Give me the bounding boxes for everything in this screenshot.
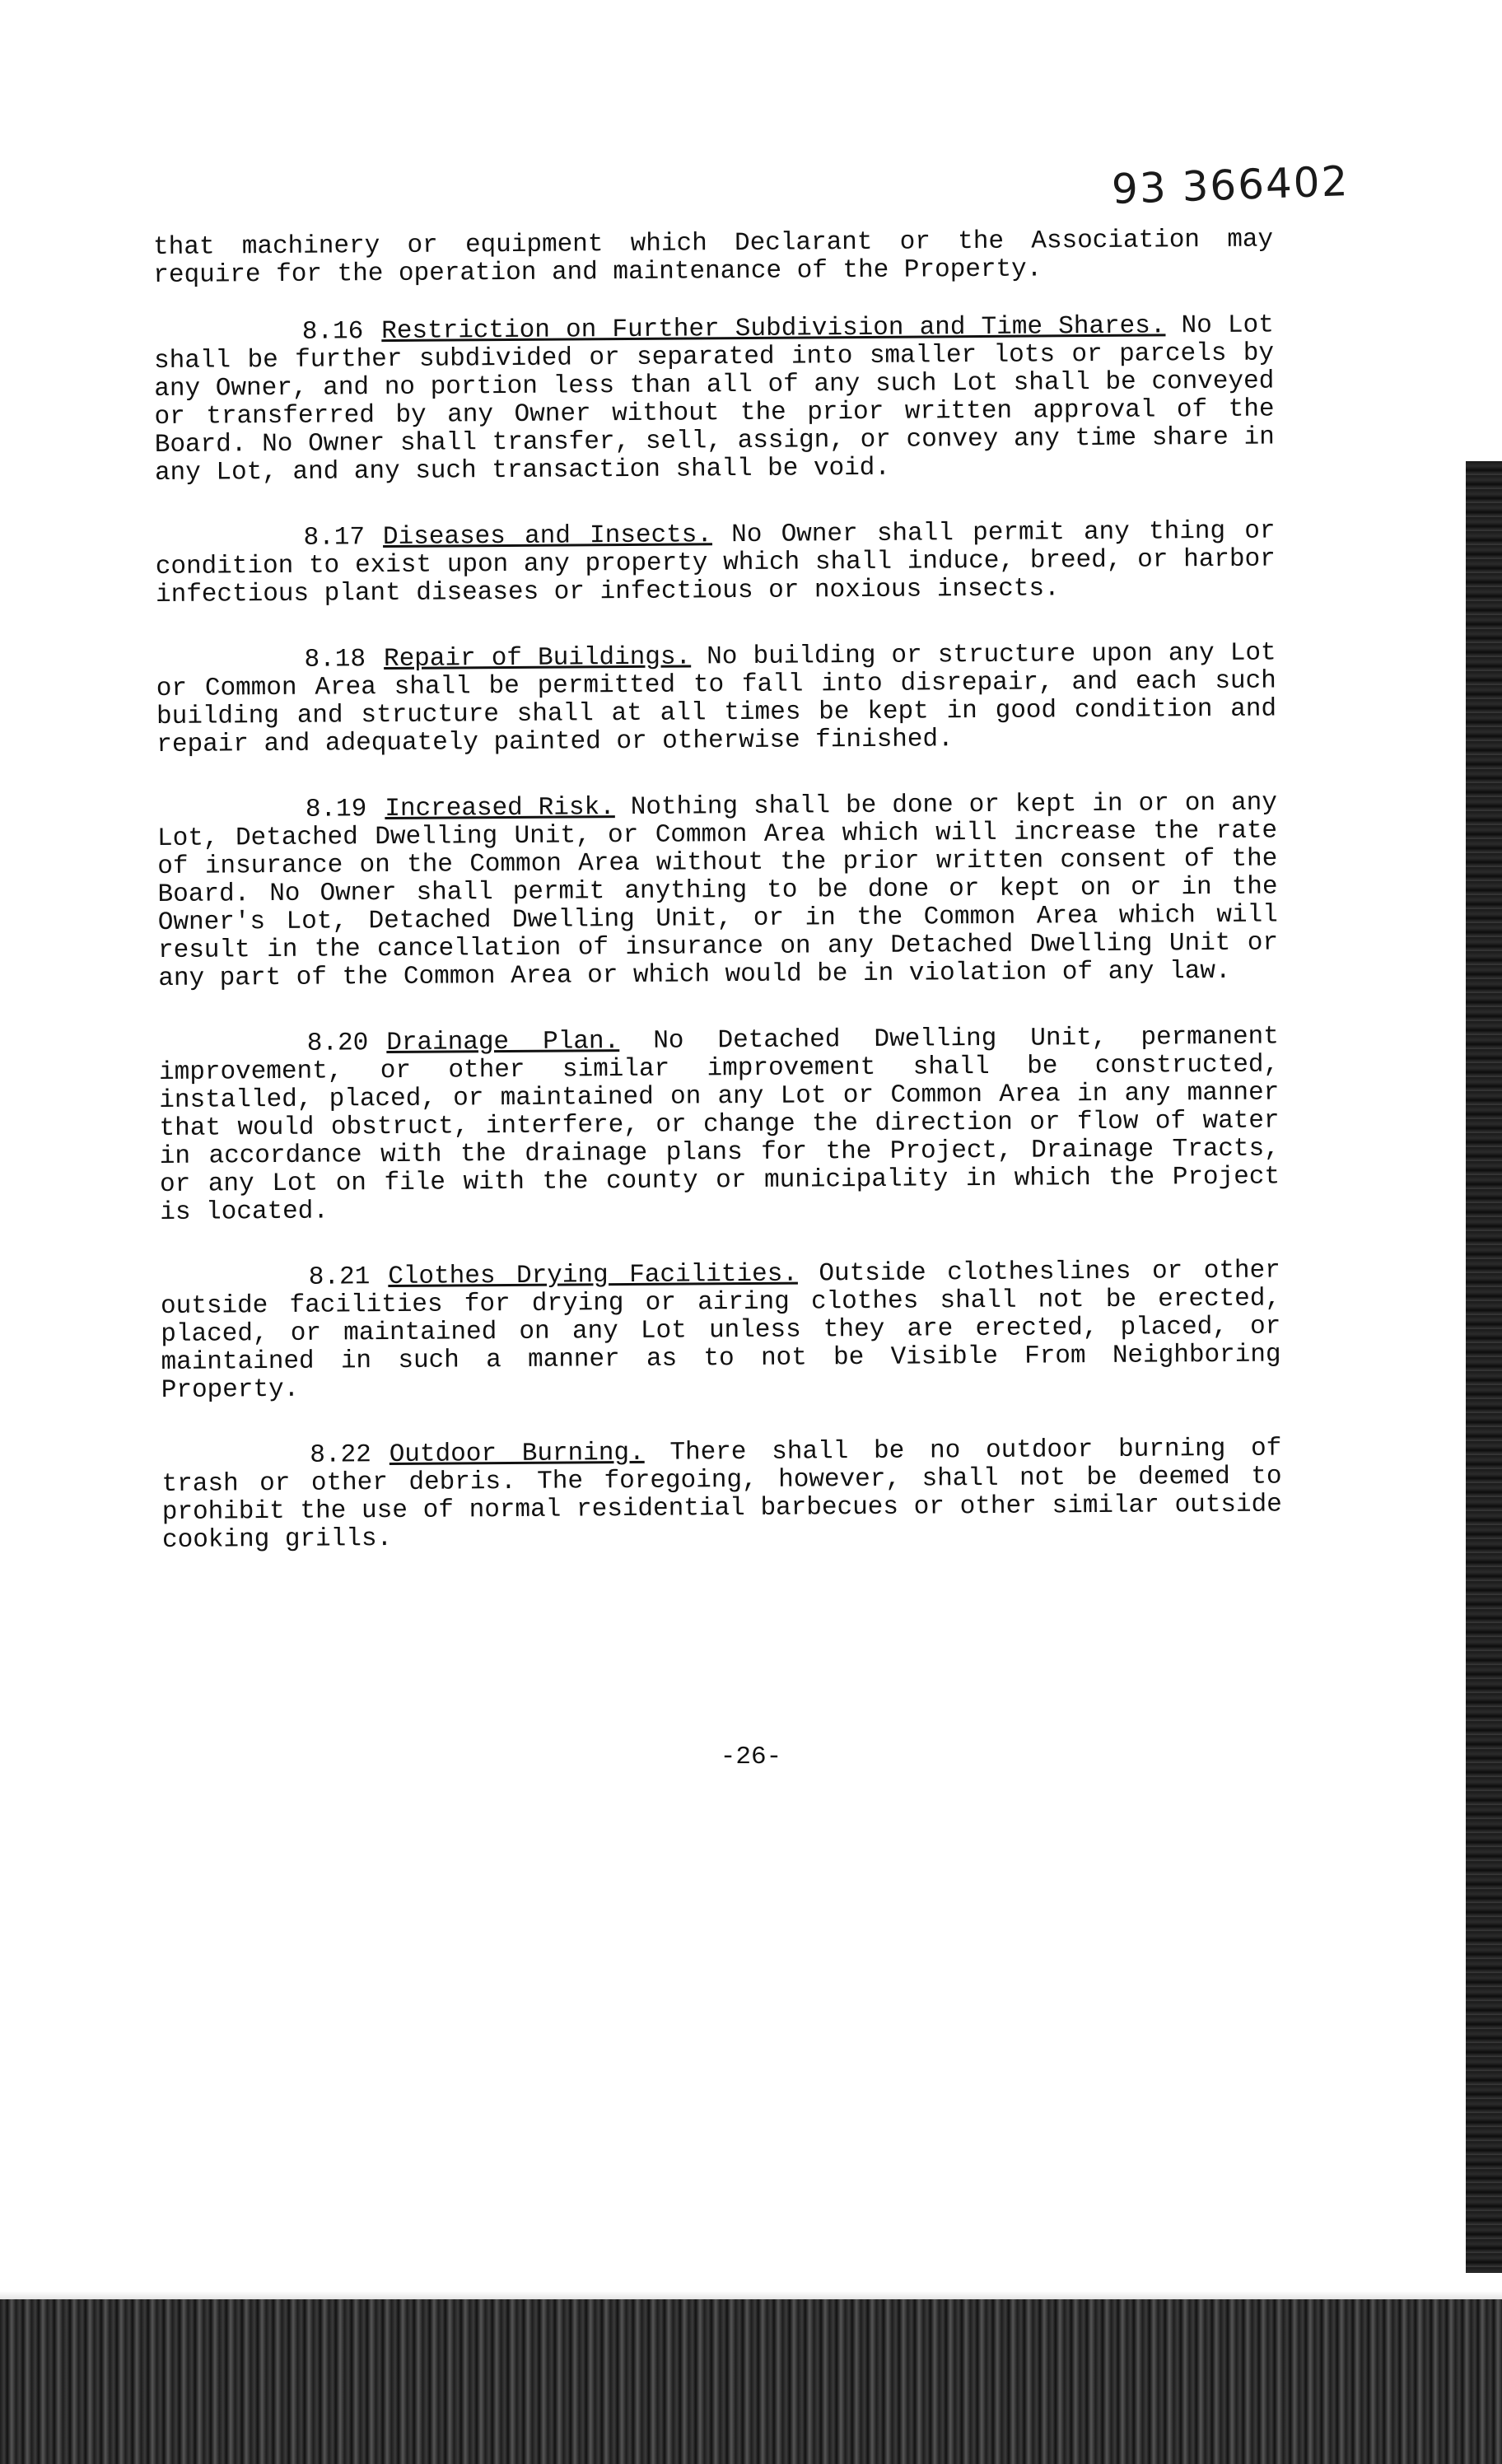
section-8-17 (155, 517, 1276, 609)
section-heading: Clothes Drying Facilities. (388, 1259, 798, 1292)
section-body: No Owner shall permit any thing or condition to exist upon any property which shall induce, breed, or harbor infectious plant diseases or infectious or noxious insects. (155, 516, 1276, 609)
section-8-19 (157, 789, 1279, 992)
section-body: Nothing shall be done or kept in or on any Lot, Detached Dwelling Unit, or Common Area which will increase the rate of insurance on the Common Area without the prior written consent of the Board. No Owner shall permit anything to be done or kept on or in the Owner's Lot, Detached Dwelling Unit, or in the Common Area which will result in the cancellation of insurance on any Detached Dwelling Unit or any part of the Common Area or which would be in violation of any law. (157, 788, 1279, 993)
section-number: 8.17 (303, 523, 366, 553)
document-body (153, 226, 1282, 1593)
section-heading: Drainage Plan. (386, 1027, 620, 1058)
section-heading: Outdoor Burning. (389, 1438, 645, 1470)
section-number: 8.16 (301, 317, 364, 347)
section-number: 8.18 (304, 645, 366, 674)
section-number: 8.19 (305, 795, 367, 824)
intro-paragraph: that machinery or equipment which Declarant or the Association may require for the operation and maintenance of the Property. (152, 225, 1274, 290)
section-8-21 (161, 1257, 1281, 1404)
section-8-16 (154, 312, 1275, 488)
section-heading: Increased Risk. (385, 793, 615, 824)
section-number: 8.22 (310, 1440, 371, 1470)
section-8-18 (156, 639, 1277, 758)
section-8-20 (159, 1023, 1280, 1226)
page-number: -26- (720, 1743, 782, 1771)
section-body: Outside clotheslines or other outside facilities for drying or airing clothes shall not be erected, placed, or maintained on any Lot unless they are erected, placed, or maintained in such a manner as to not be Visible From Neighboring Property. (160, 1256, 1281, 1405)
section-body: No Lot shall be further subdivided or separated into smaller lots or parcels by any Owner, and no portion less than all of any such Lot shall be conveyed or transferred by any Owner without the prior written approval of the Board. No Owner shall transfer, sell, assign, or convey any time share in any Lot, and any such transaction shall be void. (153, 310, 1275, 488)
section-number: 8.21 (308, 1262, 371, 1292)
section-body: No Detached Dwelling Unit, permanent improvement, or other similar improvement shall be constructed, installed, placed, or maintained on any Lot or Common Area in any manner that would obstruct, interfere, or change the direction or flow of water in accordance with the drainage plans for the Project, Drainage Tracts, or any Lot on file with the county or municipality in which the Project is located. (158, 1022, 1280, 1227)
section-heading: Repair of Buildings. (383, 642, 692, 674)
section-heading: Diseases and Insects. (382, 520, 713, 553)
document-number: 93 366402 (1111, 156, 1350, 214)
section-number: 8.20 (306, 1029, 369, 1058)
section-heading: Restriction on Further Subdivision and Time Shares. (381, 311, 1166, 347)
section-8-22 (161, 1435, 1282, 1554)
scan-edge-bottom (0, 2299, 1502, 2464)
section-body: There shall be no outdoor burning of trash or other debris. The foregoing, however, shall not be deemed to prohibit the use of normal residential barbecues or other similar outside cooking grills. (161, 1434, 1282, 1555)
scan-edge-right (1466, 461, 1502, 2273)
section-body: No building or structure upon any Lot or Common Area shall be permitted to fall into disrepair, and each such building and structure shall at all times be kept in good condition and repair and adequately painted or otherwise finished. (156, 638, 1277, 759)
